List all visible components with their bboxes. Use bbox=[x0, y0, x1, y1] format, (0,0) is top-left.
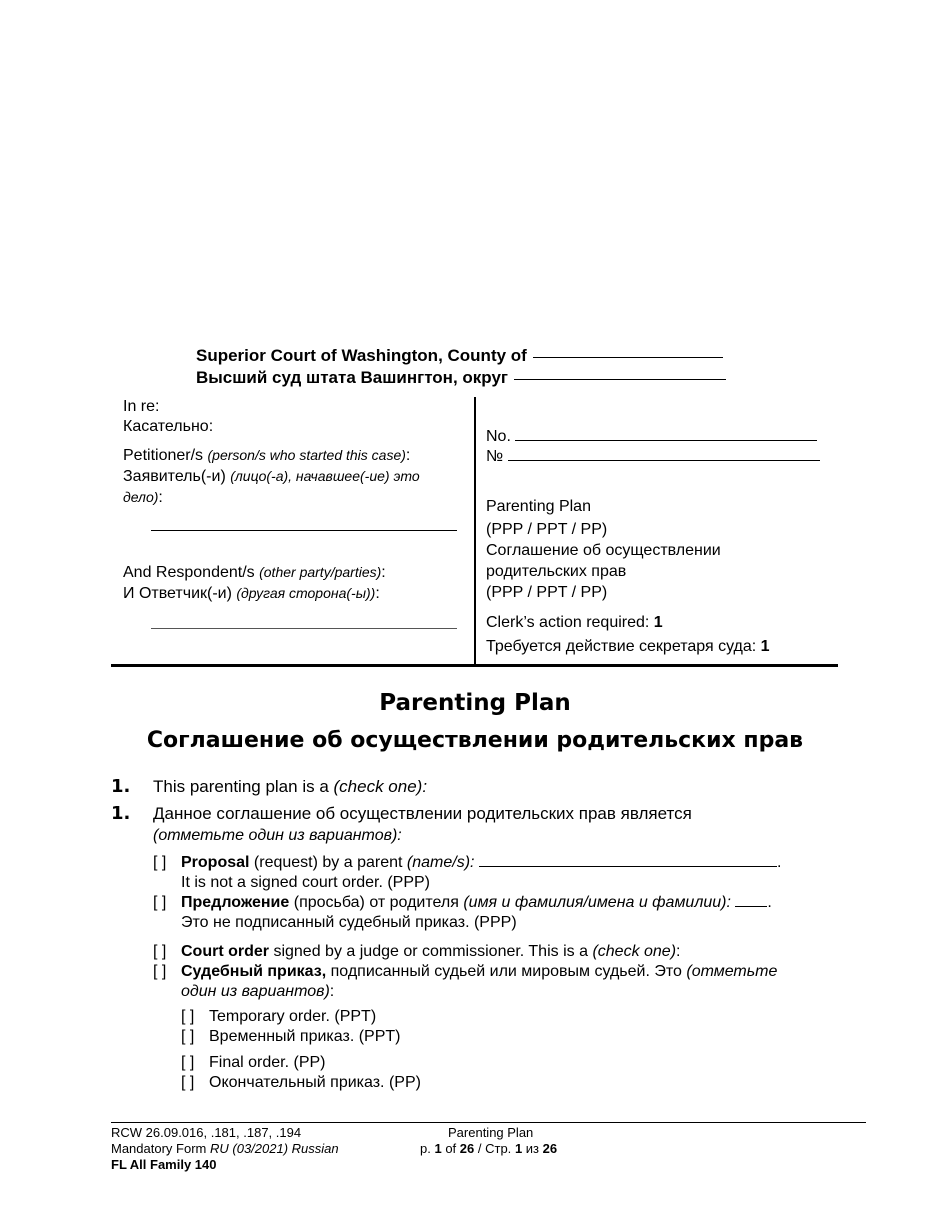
temporary-ru: Временный приказ. (PPT) bbox=[209, 1028, 401, 1045]
proposal-en-line2: It is not a signed court order. (PPP) bbox=[181, 874, 431, 891]
county-field-ru[interactable] bbox=[514, 379, 726, 380]
proposal-option: [ ] Proposal (request) by a parent (name/s): . It is not a signed court order. (PPP) [ ] Предложение (просьба) от родителя (имя и фамилия/имена и фамилии): . Это не подписанный судебный приказ. (PPP) bbox=[153, 854, 782, 931]
order-ru-note-2: один из вариантов) bbox=[181, 983, 330, 1000]
in-re-en: In re: bbox=[123, 398, 160, 415]
doc-ru-codes: (PPP / PPT / PP) bbox=[486, 584, 608, 601]
proposal-ru-line2: Это не подписанный судебный приказ. (PPP) bbox=[181, 914, 517, 931]
clerk-ru bbox=[486, 635, 770, 659]
case-number-en-label: No. bbox=[486, 428, 511, 445]
footer-doc-title: Parenting Plan bbox=[448, 1125, 534, 1140]
order-ru-bold: Судебный приказ, bbox=[181, 963, 327, 980]
order-en-rest: signed by a judge or commissioner. This is a bbox=[273, 943, 588, 960]
respondent-label-en: And Respondent/s (other party/parties): bbox=[123, 564, 386, 581]
section-ru-text: Данное соглашение об осуществлении родительских прав является bbox=[153, 804, 692, 823]
petitioner-label-en: Petitioner/s (person/s who started this case): bbox=[123, 447, 411, 464]
order-ru-rest: подписанный судьей или мировым судьей. Это bbox=[330, 963, 682, 980]
footer-ru-page: 1 bbox=[514, 1141, 523, 1156]
temporary-en: Temporary order. (PPT) bbox=[209, 1008, 377, 1025]
proposal-en-bold: Proposal bbox=[181, 854, 250, 871]
respondent-ru: И Ответчик(-и) bbox=[123, 585, 232, 602]
petitioner-field[interactable] bbox=[151, 530, 457, 531]
county-field-en[interactable] bbox=[533, 357, 723, 358]
footer-form-code: RU (03/2021) Russian bbox=[210, 1141, 339, 1156]
petitioner-en-note: (person/s who started this case) bbox=[207, 447, 406, 463]
petitioner-label-ru: Заявитель(-и) (лицо(-а), начавшее(-ие) это дело): bbox=[123, 468, 420, 506]
respondent-en: And Respondent/s bbox=[123, 564, 255, 581]
proposal-checkbox[interactable]: [ ] bbox=[153, 854, 167, 871]
footer-ru-total: 26 bbox=[542, 1141, 558, 1156]
court-order-checkbox[interactable]: [ ] bbox=[153, 943, 167, 960]
court-header bbox=[196, 345, 726, 389]
in-re-ru: Касательно: bbox=[123, 418, 214, 435]
clerk-action-block bbox=[486, 611, 770, 659]
proposal-en-rest: (request) by a parent bbox=[253, 854, 403, 871]
clerk-en-value: 1 bbox=[653, 614, 663, 631]
footer-page-prefix: p. bbox=[420, 1141, 431, 1156]
footer-center bbox=[420, 1125, 600, 1157]
footer-of: of bbox=[445, 1141, 457, 1156]
case-number-ru bbox=[486, 447, 820, 467]
section-number-en: 1. bbox=[111, 776, 131, 797]
caption-divider bbox=[474, 397, 476, 665]
caption-left bbox=[123, 397, 463, 508]
doc-ru-1: Соглашение об осуществлении bbox=[486, 542, 721, 559]
proposal-ru-checkbox[interactable]: [ ] bbox=[153, 894, 167, 911]
doc-ru-2: родительских прав bbox=[486, 563, 627, 580]
page-title-ru: Соглашение об осуществлении родительских прав bbox=[146, 728, 804, 753]
respondent-label-ru: И Ответчик(-и) (другая сторона(-ы)): bbox=[123, 585, 380, 602]
footer-rule bbox=[111, 1122, 866, 1123]
respondent-ru-note: (другая сторона(-ы)) bbox=[236, 585, 376, 601]
footer-rcw: RCW 26.09.016, .181, .187, .194 bbox=[111, 1125, 302, 1140]
section-text-ru bbox=[153, 803, 692, 846]
page-title-en: Parenting Plan bbox=[379, 690, 571, 716]
caption-bottom-rule bbox=[111, 664, 838, 667]
respondent-en-note: (other party/parties) bbox=[259, 564, 382, 580]
proposal-en-note: (name/s): bbox=[406, 854, 475, 871]
footer-page: 1 bbox=[434, 1141, 442, 1156]
final-checkbox[interactable]: [ ] bbox=[181, 1054, 195, 1071]
order-ru-note-1: (отметьте bbox=[686, 963, 778, 980]
petitioner-ru-note: (лицо(-а), начавшее(-ие) это дело) bbox=[123, 468, 420, 505]
court-line-ru: Высший суд штата Вашингтон, округ bbox=[196, 368, 508, 387]
temporary-checkbox[interactable]: [ ] bbox=[181, 1008, 195, 1025]
footer-mandatory: Mandatory Form bbox=[111, 1141, 207, 1156]
footer-ru-prefix: / Стр. bbox=[477, 1141, 512, 1156]
respondent-field[interactable] bbox=[151, 628, 457, 629]
footer-left bbox=[111, 1125, 339, 1173]
parent-name-field-ru[interactable] bbox=[735, 906, 767, 907]
order-en-note: (check one) bbox=[592, 943, 677, 960]
order-en-bold: Court order bbox=[181, 943, 269, 960]
section-en-note: (check one): bbox=[333, 777, 428, 796]
clerk-en bbox=[486, 611, 770, 635]
case-number-block bbox=[486, 427, 820, 467]
section-text-en bbox=[153, 776, 427, 797]
clerk-ru-value: 1 bbox=[760, 638, 770, 655]
temporary-order-option bbox=[181, 1007, 401, 1047]
proposal-ru-rest: (просьба) от родителя bbox=[293, 894, 459, 911]
final-ru: Окончательный приказ. (PP) bbox=[209, 1074, 421, 1091]
doc-en-codes: (PPP / PPT / PP) bbox=[486, 521, 608, 538]
footer-page-number bbox=[420, 1141, 600, 1157]
case-number-field-en[interactable] bbox=[515, 440, 817, 441]
case-number-en bbox=[486, 427, 820, 447]
proposal-ru-bold: Предложение bbox=[181, 894, 290, 911]
document-title-block bbox=[486, 496, 721, 603]
parent-name-field-en[interactable] bbox=[479, 866, 777, 867]
footer-total: 26 bbox=[459, 1141, 475, 1156]
proposal-ru-note: (имя и фамилия/имена и фамилии): bbox=[463, 894, 731, 911]
section-ru-note: (отметьте один из вариантов): bbox=[153, 827, 402, 844]
section-en-text: This parenting plan is a bbox=[153, 777, 329, 796]
section-number-ru: 1. bbox=[111, 803, 131, 824]
final-ru-checkbox[interactable]: [ ] bbox=[181, 1074, 195, 1091]
petitioner-en: Petitioner/s bbox=[123, 447, 204, 464]
case-number-ru-label: № bbox=[486, 448, 504, 465]
petitioner-ru: Заявитель(-и) bbox=[123, 468, 226, 485]
doc-en: Parenting Plan bbox=[486, 498, 591, 515]
footer-form-id: FL All Family 140 bbox=[111, 1157, 217, 1172]
court-order-option: [ ] Court order signed by a judge or commissioner. This is a (check one): [ ] Судебный приказ, подписанный судьей или мировым судьей. Это (отметьте один из вариантов): bbox=[153, 943, 778, 1000]
final-order-option bbox=[181, 1053, 421, 1093]
footer-ru-of: из bbox=[525, 1141, 540, 1156]
respondent-block bbox=[123, 562, 463, 604]
court-order-ru-checkbox[interactable]: [ ] bbox=[153, 963, 167, 980]
clerk-ru-label: Требуется действие секретаря суда: bbox=[486, 638, 757, 655]
final-en: Final order. (PP) bbox=[209, 1054, 326, 1071]
case-number-field-ru[interactable] bbox=[508, 460, 820, 461]
temporary-ru-checkbox[interactable]: [ ] bbox=[181, 1028, 195, 1045]
court-line-en: Superior Court of Washington, County of bbox=[196, 346, 527, 365]
clerk-en-label: Clerk’s action required: bbox=[486, 614, 650, 631]
